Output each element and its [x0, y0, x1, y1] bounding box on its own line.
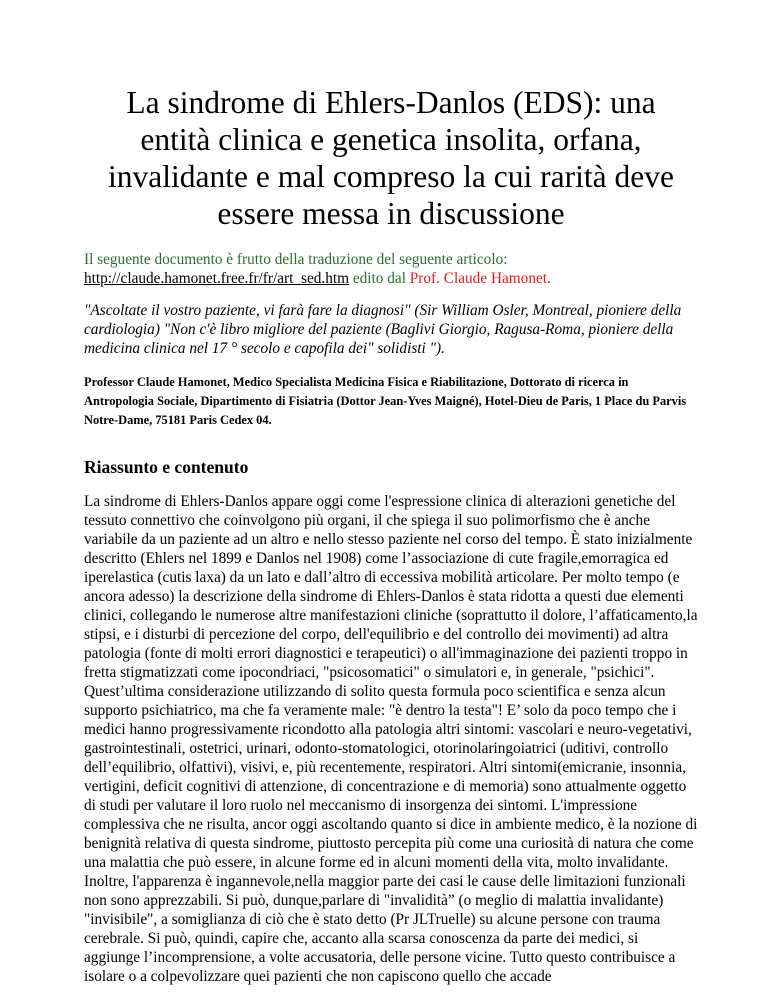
body-paragraph: La sindrome di Ehlers-Danlos appare oggi come l'espressione clinica di alterazioni genetiche del tessuto connettivo che coinvolgono più organi, il che spiega il suo polimorfismo che è anche variabile da un paziente ad un altro e nello stesso paziente nel corso del tempo. È stato inizialmente descritto (Ehlers nel 1899 e Danlos nel 1908) come l’associazione di cute fragile,emorragica ed iperelastica (cutis laxa) da un lato e dall’altro di eccessiva mobilità articolare. Per molto tempo (e ancora adesso) la descrizione della sindrome di Ehlers-Danlos è stata ridotta a questi due elementi clinici, collegando le numerose altre manifestazioni cliniche (soprattutto il dolore, l’affaticamento,la stipsi, e i disturbi di percezione del corpo, dell'equilibrio e del controllo dei movimenti) ad altra patologia (fonte di molti errori diagnostici e terapeutici) o all'immaginazione dei pazienti troppo in fretta stigmatizzati come ipocondriaci, "psicosomatici" o simulatori e, in generale, "psichici". Quest’ultima considerazione utilizzando di solito questa formula poco scientifica e senza alcun supporto psichiatrico, ma che fa veramente male: "è dentro la testa"! E’ solo da poco tempo che i medici hanno progressivamente ricondotto alla patologia altri sintomi: vascolari e neuro-vegetativi, gastrointestinali, ostetrici, urinari, odonto-stomatologici, otorinolaringoiatrici (uditivi, controllo dell’equilibrio, olfattivi), visivi, e, più recentemente, respiratori. Altri sintomi(emicranie, insonnia, vertigini, deficit cognitivi di attenzione, di concentrazione e di memoria) sono attualmente oggetto di studi per valutare il loro ruolo nel meccanismo di insorgenza dei sintomi. L'impressione complessiva che ne risulta, ancor oggi ascoltando quanto si dice in ambiente medico, è la nozione di benignità relativa di questa sindrome, piuttosto percepita più come una curiosità di natura che come una malattia che può essere, in alcune forme ed in alcuni momenti della vita, molto invalidante. Inoltre, l'apparenza è ingannevole,nella maggior parte dei casi le cause delle limitazioni funzionali non sono apprezzabili. Si può, dunque,parlare di "invalidità” (o meglio di malattia invalidante) "invisibile", a somiglianza di ciò che è stato detto (Pr JLTruelle) su alcune persone con trauma cerebrale. Si può, quindi, capire che, accanto alla scarsa conoscenza da parte dei medici, si aggiunge l’incomprensione, a volte accusatoria, delle persone vicine. Tutto questo contribuisce a isolare o a colpevolizzare quei pazienti che non capiscono quello che accade — [84, 493, 698, 985]
author-name: Prof. Claude Hamonet — [409, 270, 548, 287]
translation-note-text: Il seguente documento è frutto della traduzione del seguente articolo: — [84, 251, 508, 268]
author-affiliation: Professor Claude Hamonet, Medico Specialista Medicina Fisica e Riabilitazione, Dottorato di ricerca in Antropologia Sociale, Dipartimento di Fisiatria (Dottor Jean-Yves Maigné), Hotel-Dieu de Paris, 1 Place du Parvis Notre-Dame, 75181 Paris Cedex 04. — [84, 375, 687, 427]
translation-note-editor: edito dal — [349, 270, 410, 287]
document-title: La sindrome di Ehlers-Danlos (EDS): una entità clinica e genetica insolita, orfana, invalidante e mal compreso la cui rarità deve essere messa in discussione — [108, 85, 674, 231]
document-page — [84, 0, 698, 986]
section-heading: Riassunto e contenuto — [84, 457, 249, 477]
translation-note-end: . — [547, 270, 551, 287]
source-article-link[interactable]: http://claude.hamonet.free.fr/fr/art_sed.htm — [84, 270, 350, 287]
epigraph-quote: "Ascoltate il vostro paziente, vi farà fare la diagnosi" (Sir William Osler, Montreal, pioniere della cardiologia) "Non c'è libro migliore del paziente (Baglivi Giorgio, Ragusa-Roma, pioniere della medicina clinica nel 17 ° secolo e capofila dei" solidisti "). — [84, 302, 682, 357]
translation-note — [84, 250, 698, 288]
